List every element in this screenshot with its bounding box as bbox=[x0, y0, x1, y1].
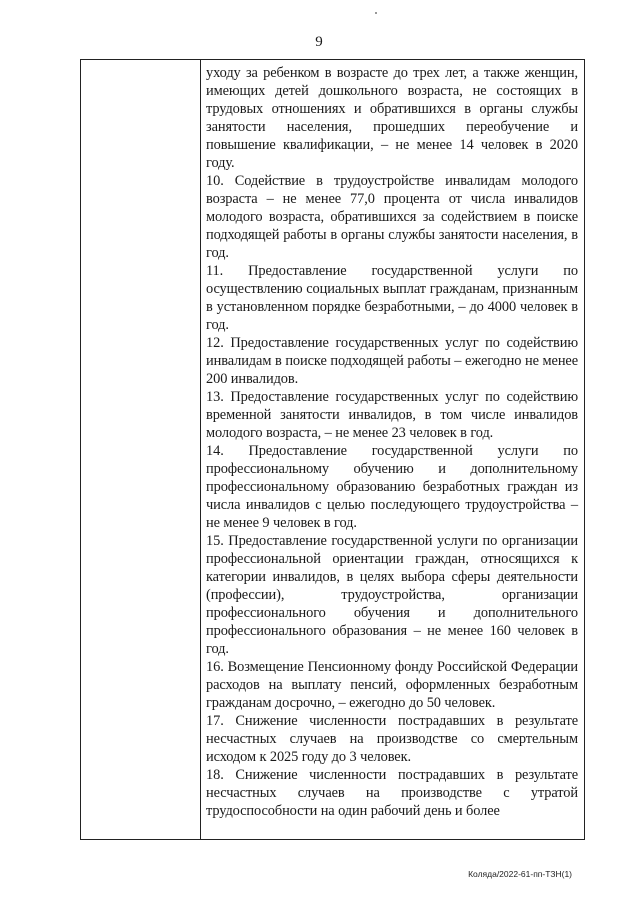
scan-speck bbox=[375, 12, 377, 14]
paragraph-item-15: 15. Предоставление государственной услуги по организации профессиональной ориентации граждан, относящихся к категории инвалидов, в целях выбора сферы деятельности (профессии), трудоустройства, организации профессионального обучения и дополнительного профессионального образования – не менее 160 человек в год. bbox=[206, 533, 578, 657]
document-table bbox=[80, 59, 585, 840]
paragraph-item-16: 16. Возмещение Пенсионному фонду Российской Федерации расходов на выплату пенсий, оформленных безработным гражданам досрочно, – ежегодно до 50 человек. bbox=[206, 659, 578, 711]
paragraph-continuation: уходу за ребенком в возрасте до трех лет, а также женщин, имеющих детей дошкольного возраста, не состоящих в трудовых отношениях и обратившихся в органы службы занятости населения, прошедших переобучение и повышение квалификации, – не менее 14 человек в 2020 году. bbox=[206, 65, 578, 171]
paragraph-item-10: 10. Содействие в трудоустройстве инвалидам молодого возраста – не менее 77,0 процента от числа инвалидов молодого возраста, обратившихся за содействием в поиске подходящей работы в органы службы занятости населения, в год. bbox=[206, 173, 578, 261]
footer-document-code: Коляда/2022-61-пп-ТЗН(1) bbox=[468, 869, 572, 879]
paragraph-item-13: 13. Предоставление государственных услуг по содействию временной занятости инвалидов, в том числе инвалидов молодого возраста, – не менее 23 человек в год. bbox=[206, 389, 578, 441]
paragraph-item-18: 18. Снижение численности пострадавших в результате несчастных случаев на производстве с утратой трудоспособности на один рабочий день и более bbox=[206, 767, 578, 819]
paragraph-item-12: 12. Предоставление государственных услуг по содействию инвалидам в поиске подходящей работы – ежегодно не менее 200 инвалидов. bbox=[206, 335, 578, 387]
paragraph-item-14: 14. Предоставление государственной услуги по профессиональному обучению и дополнительному профессиональному образованию безработных граждан из числа инвалидов с целью последующего трудоустройства – не менее 9 человек в год. bbox=[206, 443, 578, 531]
page-number: 9 bbox=[315, 34, 323, 50]
text-cell bbox=[206, 64, 578, 820]
paragraph-item-11: 11. Предоставление государственной услуги по осуществлению социальных выплат гражданам, признанным в установленном порядке безработными, – до 4000 человек в год. bbox=[206, 263, 578, 333]
paragraph-item-17: 17. Снижение численности пострадавших в результате несчастных случаев на производстве со смертельным исходом к 2025 году до 3 человек. bbox=[206, 713, 578, 765]
column-divider bbox=[200, 60, 201, 839]
